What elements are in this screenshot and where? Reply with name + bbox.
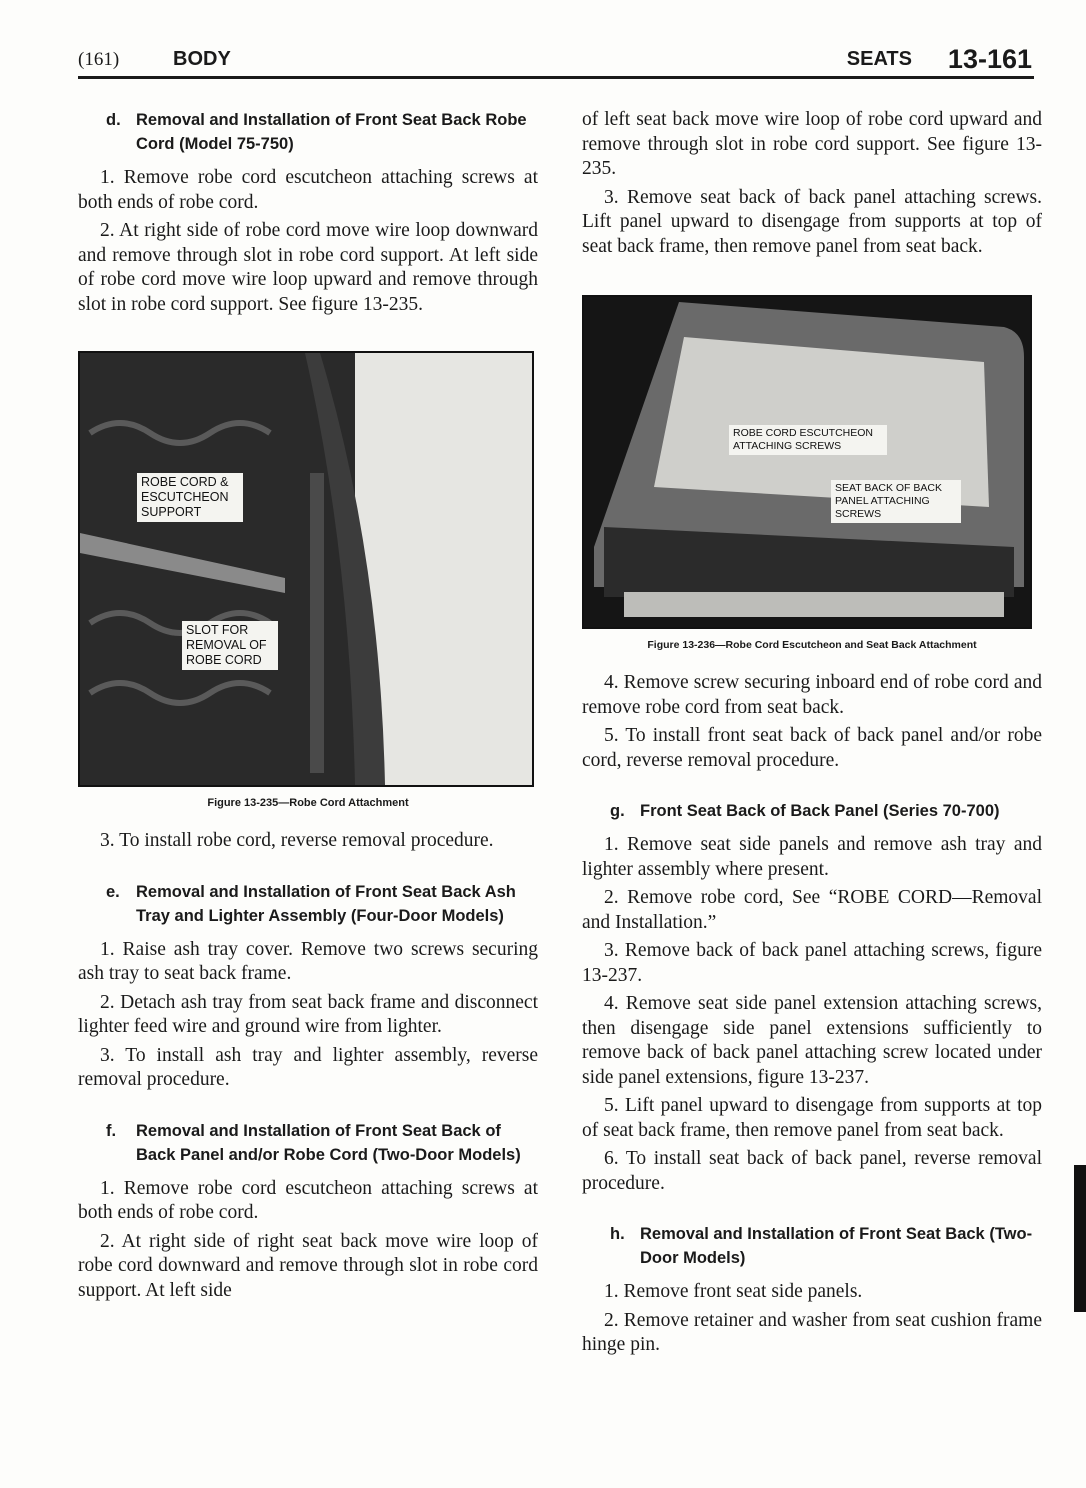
section-f-heading: f. Removal and Installation of Front Seat Back of Back Panel and/or Robe Cord (Two-Door Models) xyxy=(106,1121,521,1164)
step: 2. At right side of right seat back move wire loop of robe cord downward and remove through slot in robe cord support. At left side xyxy=(78,1230,538,1301)
subsection-title: SEATS xyxy=(846,48,912,70)
step-continuation: of left seat back move wire loop of robe cord upward and remove through slot in robe cord support. See figure 13-235. xyxy=(582,109,1042,179)
figure-13-236 xyxy=(582,295,1032,629)
step: 5. Lift panel upward to disengage from supports at top of seat back frame, then remove panel from seat back. xyxy=(582,1095,1042,1141)
callout-escutcheon-screws: ROBE CORD ESCUTCHEON ATTACHING SCREWS xyxy=(729,425,887,455)
robe-cord-photo xyxy=(80,353,532,785)
left-column xyxy=(78,108,538,1307)
step: 4. Remove screw securing inboard end of robe cord and remove robe cord from seat back. xyxy=(582,672,1042,718)
step: 2. Remove robe cord, See “ROBE CORD—Removal and Installation.” xyxy=(582,887,1042,933)
step: 2. Detach ash tray from seat back frame and disconnect lighter feed wire and ground wire from lighter. xyxy=(78,991,538,1037)
callout-panel-screws: SEAT BACK OF BACK PANEL ATTACHING SCREWS xyxy=(831,480,961,523)
step: 3. To install robe cord, reverse removal procedure. xyxy=(100,830,494,851)
step: 2. At right side of robe cord move wire loop downward and remove through slot in robe cord support. At left side of robe cord move wire loop upward and remove through slot in robe cord support. See figure 13-235. xyxy=(78,220,538,315)
step: 2. Remove retainer and washer from seat cushion frame hinge pin. xyxy=(582,1309,1042,1355)
step: 1. Remove front seat side panels. xyxy=(604,1281,863,1302)
callout-robe-cord-support: ROBE CORD & ESCUTCHEON SUPPORT xyxy=(137,473,243,522)
step: 5. To install front seat back of back panel and/or robe cord, reverse removal procedure. xyxy=(582,725,1042,771)
step: 1. Remove robe cord escutcheon attaching screws at both ends of robe cord. xyxy=(78,167,538,213)
page-code: 13-161 xyxy=(947,44,1032,74)
section-e-heading: e. Removal and Installation of Front Seat Back Ash Tray and Lighter Assembly (Four-Door Models) xyxy=(106,882,516,925)
step: 6. To install seat back of back panel, reverse removal procedure. xyxy=(582,1148,1042,1194)
page-header xyxy=(78,46,1034,79)
section-h-heading: h. Removal and Installation of Front Seat Back (Two-Door Models) xyxy=(610,1225,1033,1267)
step: 3. To install ash tray and lighter assembly, reverse removal procedure. xyxy=(78,1044,538,1090)
seat-back-photo xyxy=(584,297,1030,627)
figure-caption: Figure 13-235—Robe Cord Attachment xyxy=(207,797,409,809)
callout-slot-for-removal: SLOT FOR REMOVAL OF ROBE CORD xyxy=(182,621,278,670)
step: 1. Remove robe cord escutcheon attaching screws at both ends of robe cord. xyxy=(78,1177,538,1223)
step: 3. Remove back of back panel attaching screws, figure 13-237. xyxy=(582,940,1042,986)
section-g-heading: g. Front Seat Back of Back Panel (Series 70-700) xyxy=(610,802,1000,820)
section-d-heading: d. Removal and Installation of Front Seat Back Robe Cord (Model 75-750) xyxy=(106,111,527,153)
right-column xyxy=(582,108,1042,1362)
section-title: BODY xyxy=(173,48,231,70)
step: 1. Remove seat side panels and remove ash tray and lighter assembly where present. xyxy=(582,834,1042,880)
chapter-thumb-tab xyxy=(1074,1165,1086,1312)
step: 4. Remove seat side panel extension attaching screws, then disengage side panel extensions sufficiently to remove back of back panel attaching screw located under side panel extensions, figure 13-237. xyxy=(582,993,1042,1088)
page-number: (161) xyxy=(78,49,120,70)
figure-caption: Figure 13-236—Robe Cord Escutcheon and Seat Back Attachment xyxy=(647,639,977,651)
step: 1. Raise ash tray cover. Remove two screws securing ash tray to seat back frame. xyxy=(78,938,538,984)
figure-13-235 xyxy=(78,351,534,787)
step: 3. Remove seat back of back panel attaching screws. Lift panel upward to disengage from supports at top of seat back frame, then remove panel from seat back. xyxy=(582,186,1042,257)
